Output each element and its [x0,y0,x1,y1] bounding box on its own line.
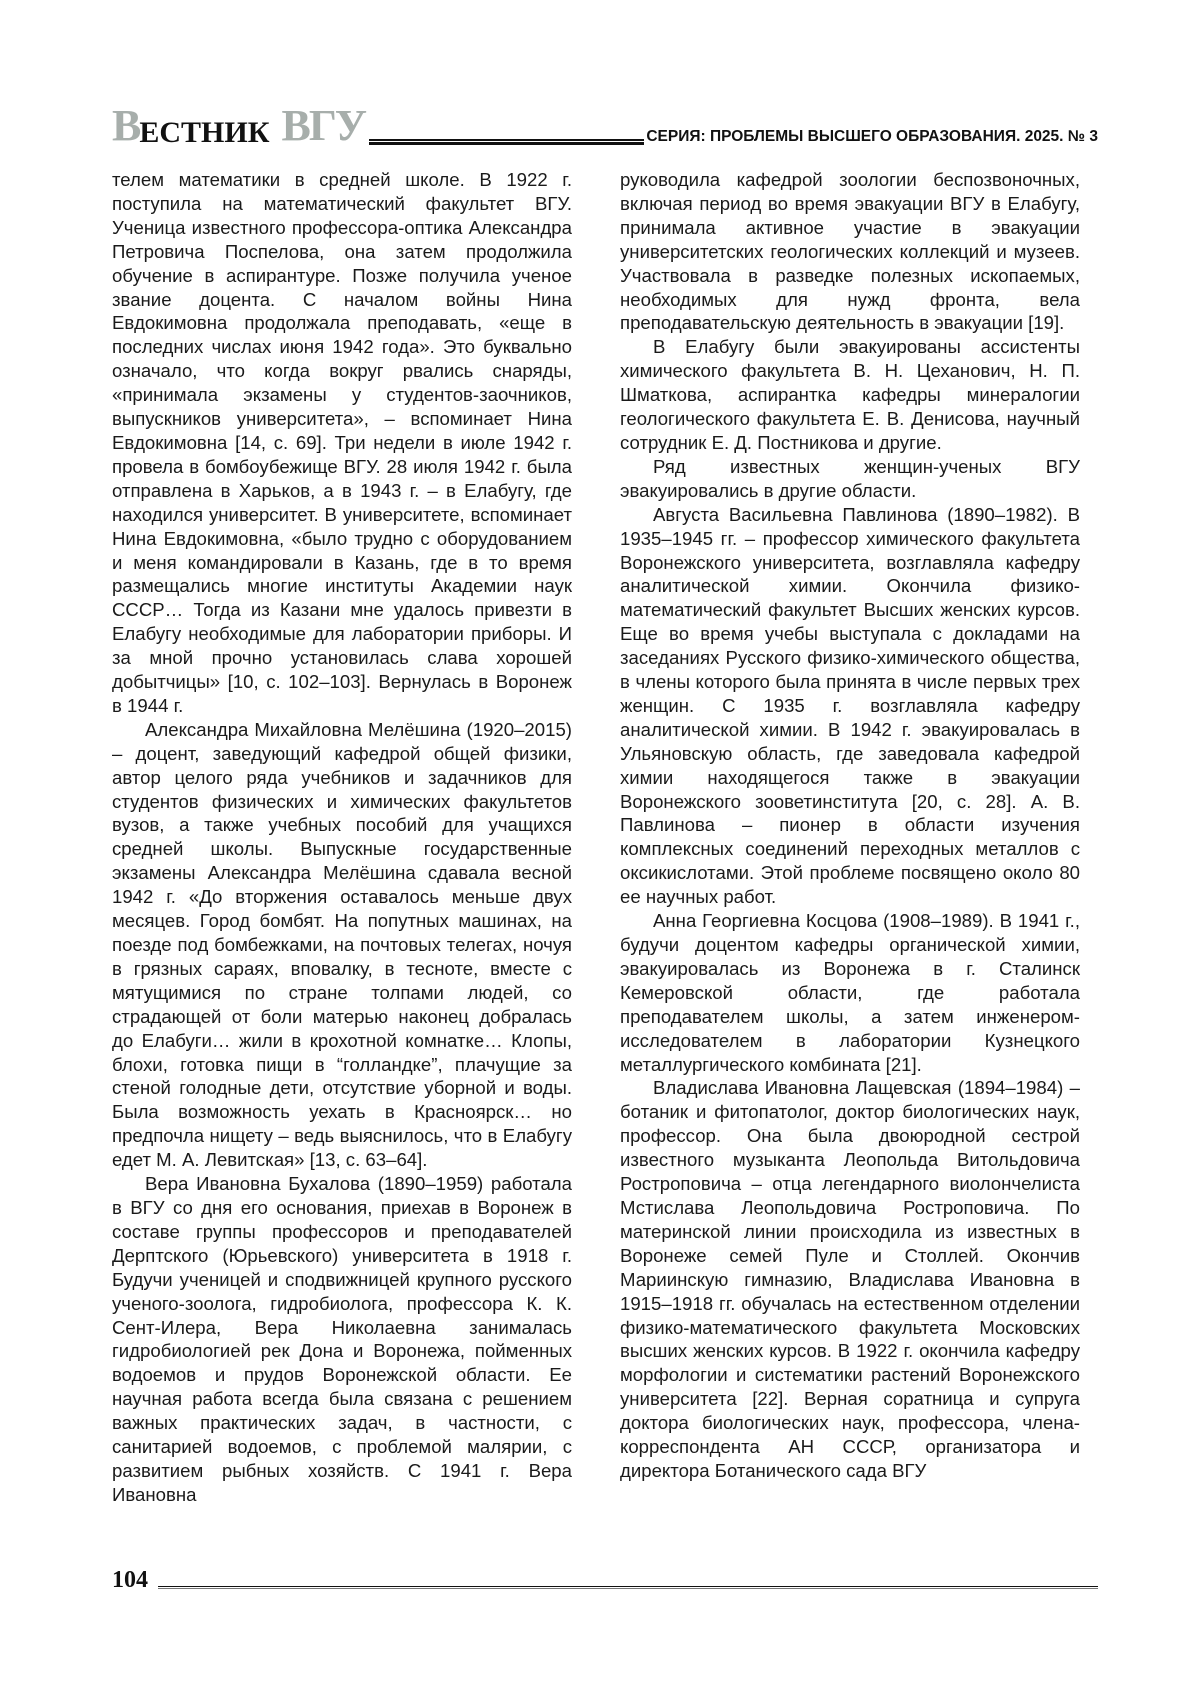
series-title: СЕРИЯ: ПРОБЛЕМЫ ВЫСШЕГО ОБРАЗОВАНИЯ. 2025. № 3 [646,128,1098,145]
journal-logo [112,101,366,150]
logo-word: ЕСТНИК [139,116,270,149]
paragraph: Ряд известных женщин-ученых ВГУ эвакуировались в другие области. [620,455,1080,501]
paragraph: Вера Ивановна Бухалова (1890–1959) работала в ВГУ со дня его основания, приехав в Воронеж в составе группы профессоров и преподавателей Дерптского (Юрьевского) университета в 1918 г. Будучи ученицей и сподвижницей крупного русского ученого-зоолога, гидробиолога, профессора К. К. Сент-Илера, Вера Николаевна занималась гидробиологией рек Дона и Воронежа, пойменных водоемов и прудов Воронежской области. Ее научная работа всегда была связана с решением важных практических задач, в частности, с санитарией водоемов, с проблемой малярии, с развитием рыбных хозяйств. С 1941 г. Вера Ивановна [112,1173,572,1505]
paragraph: Владислава Ивановна Лащевская (1894–1984) – ботаник и фитопатолог, доктор биологических наук, профессор. Она была двоюродной сестрой известного музыканта Леопольда Витольдовича Ростроповича – отца легендарного виолончелиста Мстислава Леопольдовича Ростроповича. По материнской линии происходила из известных в Воронеже семей Пуле и Столлей. Окончив Мариинскую гимназию, Владислава Ивановна в 1915–1918 гг. обучалась на естественном отделении физико-математического факультета Московских высших женских курсов. В 1922 г. окончила кафедру морфологии и систематики растений Воронежского университета [22]. Верная соратница и супруга доктора биологических наук, профессора, члена-корреспондента АН СССР, организатора и директора Ботанического сада ВГУ [620,1077,1080,1481]
paragraph: Анна Георгиевна Косцова (1908–1989). В 1941 г., будучи доцентом кафедры органической химии, эвакуировалась из Воронежа в г. Сталинск Кемеровской области, где работала преподавателем школы, а затем инженером-исследователем в лаборатории Кузнецкого металлургического комбината [21]. [620,910,1080,1075]
paragraph: Августа Васильевна Павлинова (1890–1982). В 1935–1945 гг. – профессор химического факультета Воронежского университета, возглавляла кафедру аналитической химии. Окончила физико-математический факультет Высших женских курсов. Еще во время учебы выступала с докладами на заседаниях Русского физико-химического общества, в члены которого была принята в числе первых трех женщин. С 1935 г. возглавляла кафедру аналитической химии. В 1942 г. эвакуировалась в Ульяновскую область, где заведовала кафедрой химии находящегося также в эвакуации Воронежского зооветинститута [20, с. 28]. А. В. Павлинова – пионер в области изучения комплексных соединений переходных металлов с оксикислотами. Этой проблеме посвящено около 80 ее научных работ. [620,503,1080,908]
paragraph: Александра Михайловна Мелёшина (1920–2015) – доцент, заведующий кафедрой общей физики, автор целого ряда учебников и задачников для студентов физических и химических факультетов вузов, а также учебных пособий для учащихся средней школы. Выпускные государственные экзамены Александра Мелёшина сдавала весной 1942 г. «До вторжения оставалось меньше двух месяцев. Город бомбят. На попутных машинах, на поезде под бомбежками, на почтовых телегах, ночуя в грязных сараях, вповалку, в тесноте, вместе с мятущимися по стране толпами людей, со страдающей от боли матерью наконец добралась до Елабуги… жили в крохотной комнатке… Клопы, блохи, готовка пищи в “голландке”, плачущие за стеной голодные дети, отсутствие уборной и воды. Была возможность уехать в Красноярск… но предпочла нищету – ведь выяснилось, что в Елабугу едет М. А. Левитская» [13, с. 63–64]. [112,718,572,1171]
page-number: 104 [112,1567,148,1593]
paragraph: телем математики в средней школе. В 1922 г. поступила на математический факультет ВГУ. Ученица известного профессора-оптика Александра Петровича Поспелова, она затем продолжила обучение в аспирантуре. Позже получила ученое звание доцента. С началом войны Нина Евдокимовна продолжала преподавать, «еще в последних числах июня 1942 года». Это буквально означало, что когда вокруг рвались снаряды, «принимала экзамены у студентов-заочников, выпускников университета», – вспоминает Нина Евдокимовна [14, с. 69]. Три недели в июле 1942 г. провела в бомбоубежище ВГУ. 28 июля 1942 г. была отправлена в Харьков, а в 1943 г. – в Елабугу, где находился университет. В университете, вспоминает Нина Евдокимовна, «было трудно с оборудованием и меня командировали в Казань, где в то время размещались многие институты Академии наук СССР… Тогда из Казани мне удалось привезти в Елабугу необходимые для лаборатории приборы. И за мной прочно установилась слава хорошей добытчицы» [10, с. 102–103]. Вернулась в Воронеж в 1944 г. [112,169,572,716]
footer-rule [158,1586,1098,1589]
running-footer [112,1568,1098,1592]
paragraph: руководила кафедрой зоологии беспозвоночных, включая период во время эвакуации ВГУ в Елабугу, принимала активное участие в эвакуации университетских геологических коллекций и музеев. Участвовала в разведке полезных ископаемых, необходимых для нужд фронта, вела преподавательскую деятельность в эвакуации [19]. [620,169,1080,334]
left-column [112,168,572,1507]
right-column [620,168,1080,1483]
logo-initial: В [112,101,141,150]
paragraph: В Елабугу были эвакуированы ассистенты химического факультета В. Н. Цеханович, Н. П. Шматкова, аспирантка кафедры минералогии геологического факультета Е. В. Денисова, научный сотрудник Е. Д. Постникова и другие. [620,336,1080,453]
header-double-rule [369,139,644,145]
logo-vgu: ВГУ [281,101,366,150]
running-header [112,101,1098,150]
